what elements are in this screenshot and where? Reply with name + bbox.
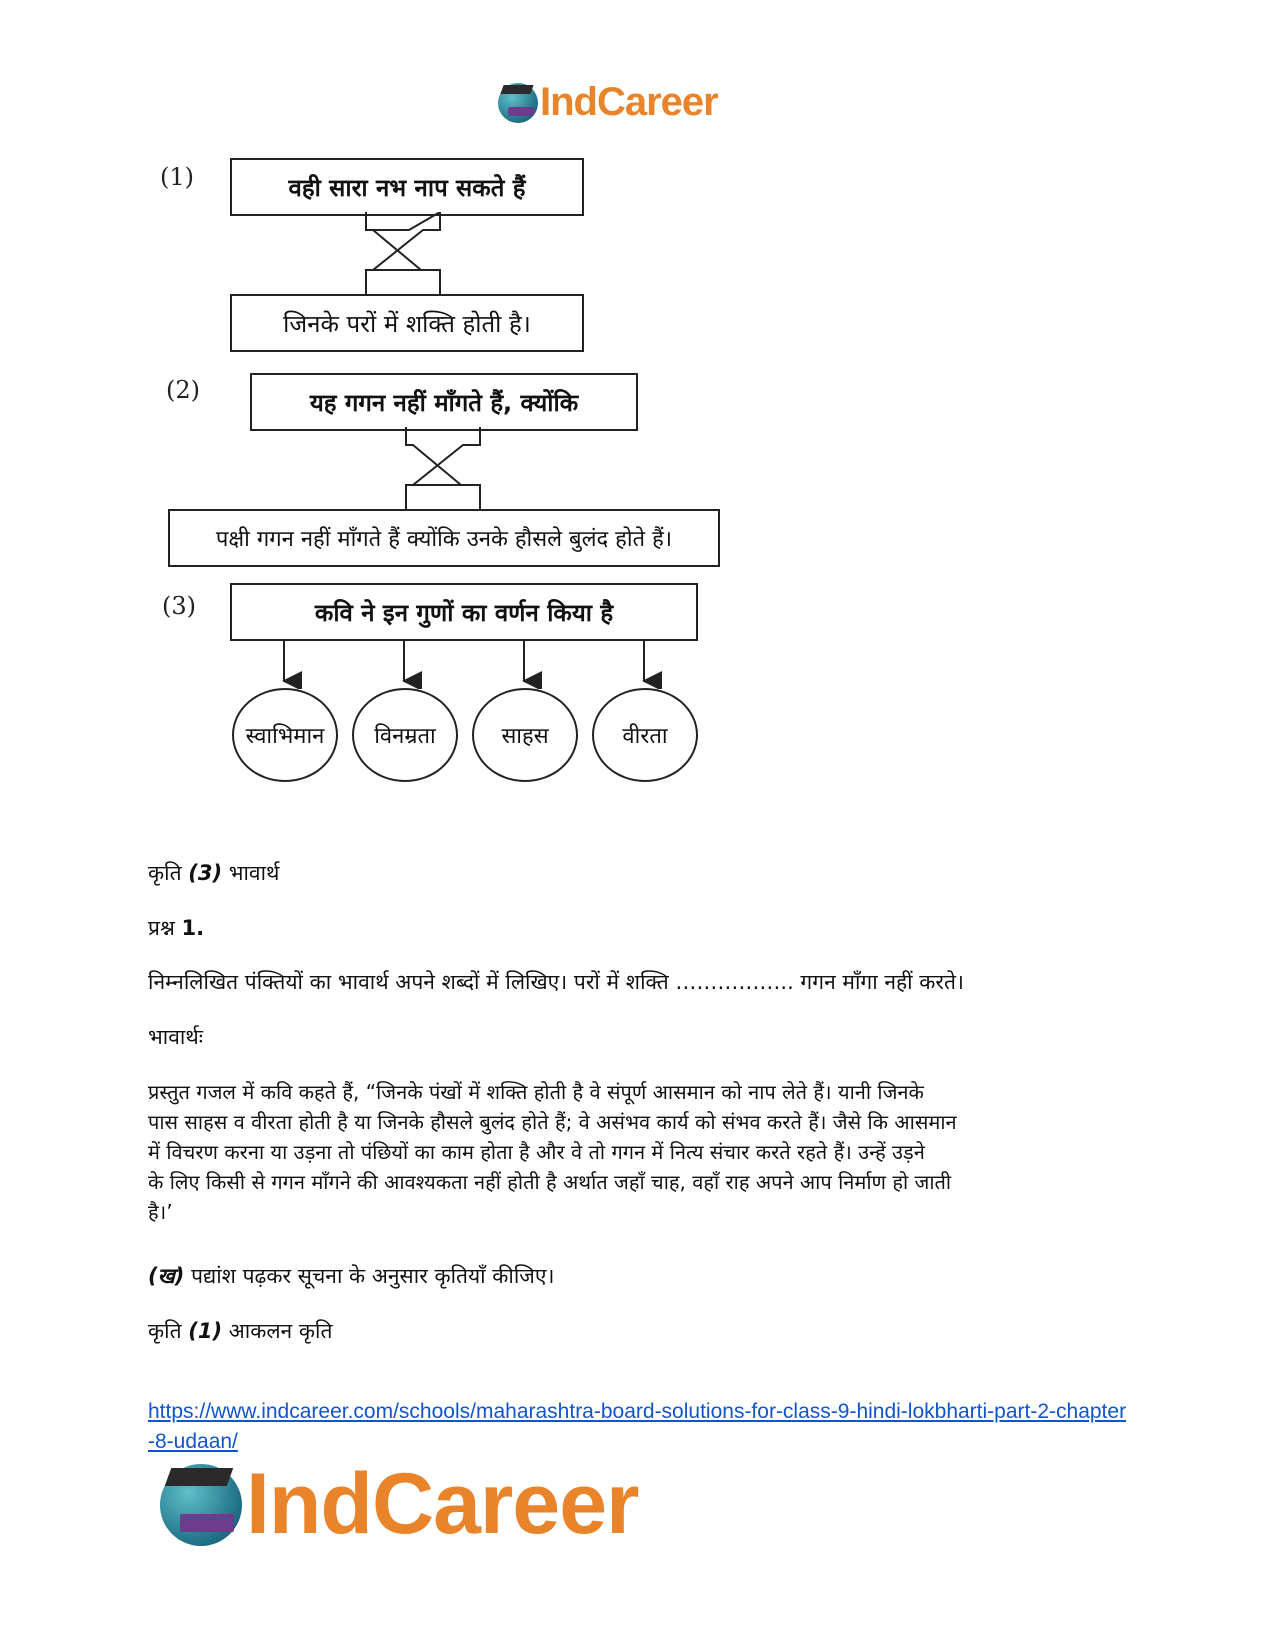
quality-circle: साहस — [472, 688, 578, 782]
question-heading: प्रश्न 1. — [148, 916, 205, 940]
kriti3-heading: कृति (3) भावार्थ — [148, 861, 280, 885]
bhavarth-line: प्रस्तुत गजल में कवि कहते हैं, “जिनके पंखों में शक्ति होती है वे संपूर्ण आसमान को नाप लेते हैं। यानी जिनके — [148, 1080, 924, 1104]
bhavarth-line: है।’ — [148, 1200, 173, 1224]
item2-number: (2) — [166, 376, 200, 404]
quality-circle: स्वाभिमान — [232, 688, 338, 782]
footer-logo — [160, 1455, 639, 1554]
item1-bottom-box: जिनके परों में शक्ति होती है। — [230, 294, 584, 352]
globe-cap-icon — [498, 83, 538, 123]
globe-cap-icon — [160, 1464, 242, 1546]
item1-number: (1) — [160, 163, 194, 191]
bhavarth-line: के लिए किसी से गगन माँगने की आवश्यकता नहीं होती है अर्थात जहाँ चाह, वहाँ राह अपने आप निर्माण हो जाती — [148, 1170, 952, 1194]
bhavarth-label: भावार्थः — [148, 1025, 203, 1049]
item2-bottom-box: पक्षी गगन नहीं माँगते हैं क्योंकि उनके हौसले बुलंद होते हैं। — [168, 509, 720, 567]
kriti1-heading: कृति (1) आकलन कृति — [148, 1319, 333, 1343]
item1-connector — [343, 212, 463, 296]
item3-top-box: कवि ने इन गुणों का वर्णन किया है — [230, 583, 698, 641]
item1-top-box: वही सारा नभ नाप सकते हैं — [230, 158, 584, 216]
quality-circle: विनम्रता — [352, 688, 458, 782]
question-text: निम्नलिखित पंक्तियों का भावार्थ अपने शब्दों में लिखिए। परों में शक्ति …………….. गगन माँगा नहीं करते। — [148, 970, 964, 994]
item2-connector — [383, 427, 503, 511]
bhavarth-line: में विचरण करना या उड़ना तो पंछियों का काम होता है और वे तो गगन में नित्य संचार करते रहते हैं। उन्हें उड़ने — [148, 1140, 925, 1164]
item3-number: (3) — [162, 592, 196, 620]
footer-logo-text: IndCareer — [246, 1456, 639, 1552]
item2-top-box: यह गगन नहीं माँगते हैं, क्योंकि — [250, 373, 638, 431]
header-logo-text: IndCareer — [540, 80, 718, 124]
kha-instruction: (ख) पद्यांश पढ़कर सूचना के अनुसार कृतियाँ कीजिए। — [148, 1264, 555, 1288]
item3-arrows — [230, 637, 710, 689]
source-url-link[interactable]: https://www.indcareer.com/schools/maharashtra-board-solutions-for-class-9-hindi-lokbharti-part-2-chapter-8-udaan/ — [148, 1400, 1127, 1453]
header-logo — [498, 80, 718, 125]
quality-circle: वीरता — [592, 688, 698, 782]
bhavarth-line: पास साहस व वीरता होती है या जिनके हौसले बुलंद होते हैं; वे असंभव कार्य को संभव करते हैं। जैसे कि आसमान — [148, 1110, 957, 1134]
